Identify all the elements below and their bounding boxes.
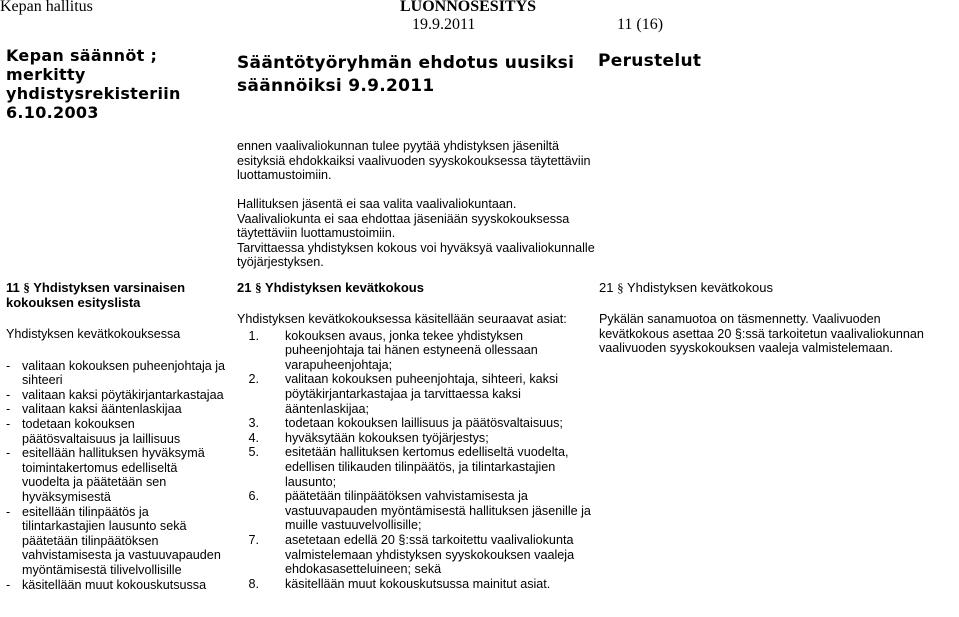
left-section-11 bbox=[6, 280, 228, 592]
middle-agenda-item: 6. päätetään tilinpäätöksen vahvistamisesta ja vastuuvapauden myöntämisestä hallituksen jäsenille ja muille vastuuvelvollisille; bbox=[248, 489, 591, 533]
left-section-title: Yhdistyksen varsinaisen kokouksen esityslista bbox=[6, 280, 186, 310]
middle-agenda-item: 1. kokouksen avaus, jonka tekee yhdistyksen puheenjohtaja tai hänen estyneenä ollessaan varapuheenjohtaja; bbox=[248, 328, 538, 372]
middle-agenda-list bbox=[237, 329, 592, 592]
left-agenda-item: - esitellään hallituksen hyväksymä toimintakertomus edelliseltä vuodelta ja päätetään sen hyväksymisestä bbox=[6, 446, 205, 504]
left-column-title: Kepan säännöt ; merkitty yhdistysrekisteriin 6.10.2003 bbox=[6, 46, 181, 122]
middle-continuation-paragraph: ennen vaalivaliokunnan tulee pyytää yhdistyksen jäseniltä esityksiä ehdokkaiksi vaalivuoden syyskokouksessa täytettäviin luottamustoimiin. bbox=[237, 139, 591, 183]
header-page-number: 11 (16) bbox=[617, 16, 664, 33]
header-date: 19.9.2011 bbox=[412, 16, 476, 33]
right-section-21 bbox=[599, 280, 949, 356]
right-section-heading bbox=[599, 280, 949, 295]
right-rationale-text: Pykälän sanamuotoa on täsmennetty. Vaalivuoden kevätkokous asettaa 20 §:ssä tarkoitetun vaalivaliokunnan vaalivuoden syyskokouksen vaaleja valmistelemaan. bbox=[599, 312, 924, 356]
middle-restrictions-paragraph bbox=[237, 197, 597, 270]
left-agenda-list bbox=[6, 359, 228, 593]
left-agenda-item: - todetaan kokouksen päätösvaltaisuus ja laillisuus bbox=[6, 416, 181, 446]
middle-agenda-item: 4. hyväksytään kokouksen työjärjestys; bbox=[248, 430, 489, 445]
restriction-line-3: Tarvittaessa yhdistyksen kokous voi hyväksyä vaalivaliokunnalle työjärjestyksen. bbox=[237, 240, 595, 270]
left-section-number: 11 bbox=[6, 280, 20, 295]
middle-agenda-item: 3. todetaan kokouksen laillisuus ja päätösvaltaisuus; bbox=[248, 416, 563, 431]
left-section-heading bbox=[6, 280, 228, 310]
left-agenda-item: - käsitellään muut kokouskutsussa bbox=[6, 577, 207, 592]
middle-agenda-item: 5. esitetään hallituksen kertomus edelliseltä vuodelta, edellisen tilikauden tilinpäätös, ja tilintarkastajien lausunto; bbox=[248, 445, 569, 489]
left-agenda-item: - valitaan kokouksen puheenjohtaja ja sihteeri bbox=[6, 358, 226, 388]
left-section-intro: Yhdistyksen kevätkokouksessa bbox=[6, 327, 181, 341]
header-draft-title: LUONNOSESITYS bbox=[400, 0, 537, 15]
middle-section-21 bbox=[237, 280, 592, 591]
section-sign-icon: § bbox=[617, 280, 624, 295]
middle-section-title: Yhdistyksen kevätkokous bbox=[264, 280, 424, 295]
middle-section-intro: Yhdistyksen kevätkokouksessa käsitellään seuraavat asiat: bbox=[237, 312, 567, 326]
left-agenda-item: - esitellään tilinpäätös ja tilintarkastajien lausunto sekä päätetään tilinpäätöksen vahvistamisesta ja vastuuvapauden myöntämisestä tilivelvollisille bbox=[6, 504, 221, 577]
middle-section-heading bbox=[237, 280, 592, 295]
middle-section-number: 21 bbox=[237, 280, 252, 295]
header-organization: Kepan hallitus bbox=[0, 0, 93, 15]
right-column-title: Perustelut bbox=[598, 51, 702, 71]
left-agenda-item: - valitaan kaksi pöytäkirjantarkastajaa bbox=[6, 387, 224, 402]
restriction-line-2: Vaalivaliokunta ei saa ehdottaa jäseniään syyskokouksessa täytettäviin luottamustoimiin. bbox=[237, 211, 570, 241]
section-sign-icon: § bbox=[23, 280, 30, 295]
middle-agenda-item: 7. asetetaan edellä 20 §:ssä tarkoitettu vaalivaliokunta valmistelemaan yhdistyksen syyskokouksen vaaleja ehdokasasetteluineen; sekä bbox=[248, 532, 575, 577]
right-section-number: 21 bbox=[599, 280, 614, 295]
left-agenda-item: - valitaan kaksi ääntenlaskijaa bbox=[6, 402, 182, 417]
middle-column-title: Sääntötyöryhmän ehdotus uusiksi säännöiksi 9.9.2011 bbox=[237, 53, 575, 96]
right-section-title: Yhdistyksen kevätkokous bbox=[626, 280, 773, 295]
restriction-line-1: Hallituksen jäsentä ei saa valita vaalivaliokuntaan. bbox=[237, 197, 517, 211]
middle-agenda-item: 8. käsitellään muut kokouskutsussa mainitut asiat. bbox=[248, 576, 551, 591]
section-sign-icon: § bbox=[255, 280, 262, 295]
middle-agenda-item: 2. valitaan kokouksen puheenjohtaja, sihteeri, kaksi pöytäkirjantarkastajaa ja tarvittaessa kaksi ääntenlaskijaa; bbox=[248, 372, 559, 416]
